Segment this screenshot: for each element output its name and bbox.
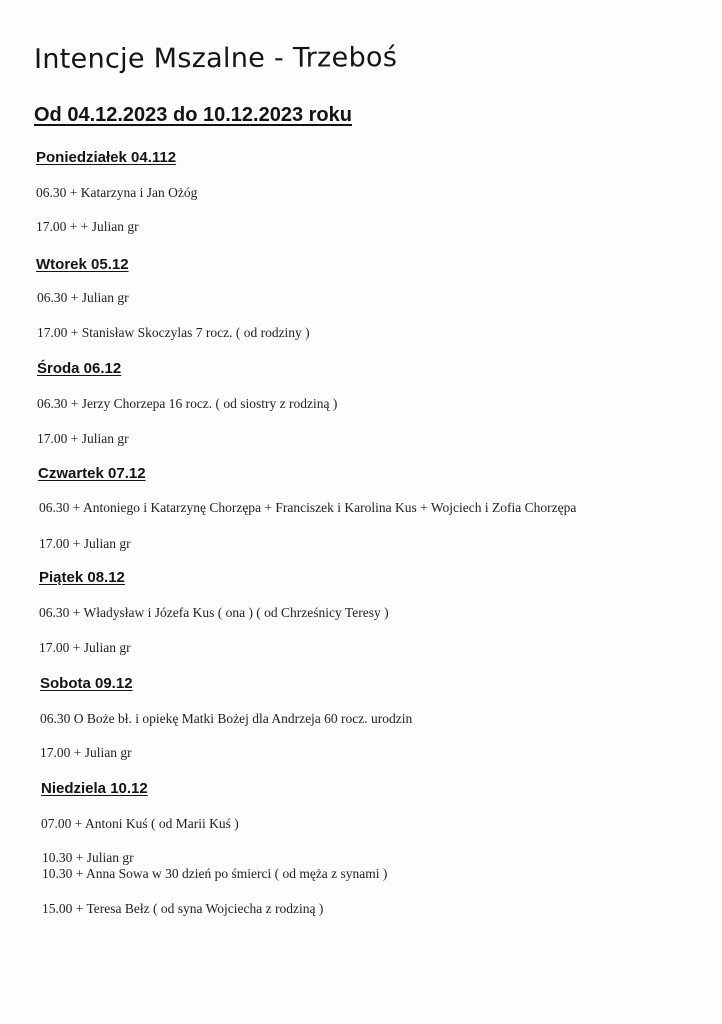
day-heading-friday: Piątek 08.12	[39, 569, 125, 586]
mass-intention: 06.30 + Julian gr	[37, 290, 129, 305]
mass-intention: 17.00 + Julian gr	[40, 745, 132, 760]
mass-intention: 10.30 + Anna Sowa w 30 dzień po śmierci ( od męża z synami )	[42, 866, 388, 881]
mass-intention: 07.00 + Antoni Kuś ( od Marii Kuś )	[41, 816, 239, 831]
page-title: Intencje Mszalne - Trzeboś	[34, 42, 398, 75]
day-heading-sunday: Niedziela 10.12	[41, 780, 148, 797]
mass-intention: 15.00 + Teresa Bełz ( od syna Wojciecha z rodziną )	[42, 901, 324, 916]
day-heading-monday: Poniedziałek 04.112	[36, 149, 177, 166]
day-heading-tuesday: Wtorek 05.12	[36, 256, 129, 273]
day-heading-wednesday: Środa 06.12	[37, 360, 122, 377]
mass-intention: 06.30 + Władysław i Józefa Kus ( ona ) ( od Chrześnicy Teresy )	[39, 605, 389, 620]
mass-intention: 06.30 + Jerzy Chorzepa 16 rocz. ( od siostry z rodziną )	[37, 396, 338, 411]
date-range-subtitle: Od 04.12.2023 do 10.12.2023 roku	[34, 104, 352, 126]
mass-intention: 17.00 + Stanisław Skoczylas 7 rocz. ( od rodziny )	[37, 325, 310, 340]
day-heading-saturday: Sobota 09.12	[40, 675, 133, 692]
mass-intention: 06.30 + Katarzyna i Jan Ożóg	[36, 185, 198, 200]
mass-intention: 17.00 + + Julian gr	[36, 219, 139, 234]
mass-intention: 17.00 + Julian gr	[37, 431, 129, 446]
mass-intention: 17.00 + Julian gr	[39, 640, 131, 655]
mass-intention: 06.30 O Boże bł. i opiekę Matki Bożej dla Andrzeja 60 rocz. urodzin	[40, 711, 413, 726]
mass-intention: 06.30 + Antoniego i Katarzynę Chorzępa + Franciszek i Karolina Kus + Wojciech i Zofia Chorzępa	[39, 500, 577, 515]
mass-intention: 10.30 + Julian gr	[42, 850, 134, 865]
mass-intention: 17.00 + Julian gr	[39, 536, 131, 551]
day-heading-thursday: Czwartek 07.12	[38, 465, 146, 482]
